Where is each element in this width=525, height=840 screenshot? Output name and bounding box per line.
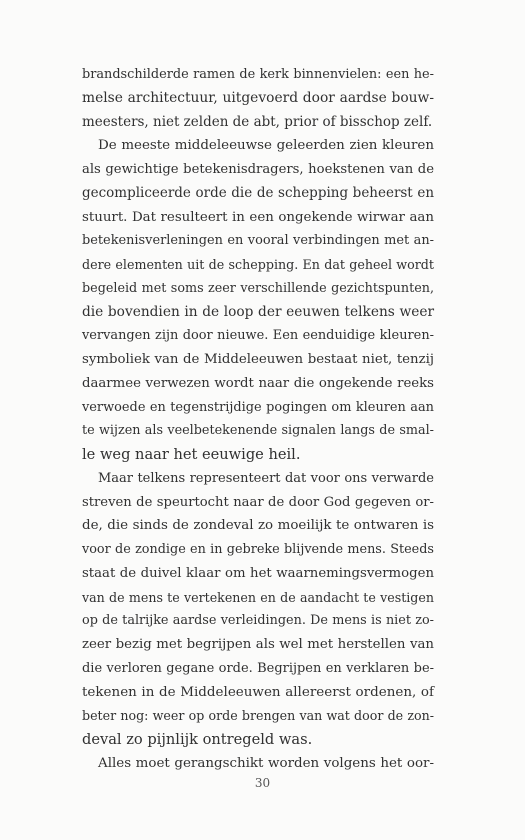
- text-line-25: zeer bezig met begrijpen als wel met herstellen van: [82, 637, 434, 652]
- text-line-4: De meeste middeleeuwse geleerden zien kleuren: [98, 138, 434, 154]
- text-line-15: verwoede en tegenstrijdige pogingen om kleuren aan: [82, 399, 434, 415]
- text-line-6: gecompliceerde orde die de schepping beheerst en: [82, 184, 434, 201]
- text-line-3: meesters, niet zelden de abt, prior of bisschop zelf.: [82, 113, 433, 130]
- text-line-26: die verloren gegane orde. Begrijpen en verklaren be-: [82, 660, 434, 676]
- text-line-12: vervangen zijn door nieuwe. Een eenduidige kleuren-: [82, 328, 434, 344]
- text-line-9: dere elementen uit de schepping. En dat geheel wordt: [82, 257, 434, 272]
- text-line-29: deval zo pijnlijk ontregeld was.: [82, 731, 313, 748]
- text-line-16: te wijzen als veelbetekenende signalen langs de smal-: [82, 423, 434, 439]
- text-line-5: als gewichtige betekenisdragers, hoekstenen van de: [82, 162, 434, 177]
- text-line-22: staat de duivel klaar om het waarnemingsvermogen: [82, 565, 434, 581]
- text-line-10: begeleid met soms zeer verschillende gezichtspunten,: [82, 280, 434, 296]
- page-number: 30: [254, 776, 271, 790]
- text-line-1: brandschilderde ramen de kerk binnenvielen: een he-: [82, 67, 434, 82]
- text-line-20: de, die sinds de zondeval zo moeilijk te ontwaren is: [82, 518, 434, 534]
- text-line-19: streven de speurtocht naar de door God gegeven or-: [82, 494, 434, 510]
- text-line-21: voor de zondige en in gebreke blijvende mens. Steeds: [82, 542, 434, 557]
- text-line-17: le weg naar het eeuwige heil.: [82, 446, 301, 463]
- text-line-11: die bovendien in de loop der eeuwen telkens weer: [82, 303, 434, 320]
- text-line-23: van de mens te vertekenen en de aandacht te vestigen: [82, 589, 434, 605]
- text-line-18: Maar telkens representeert dat voor ons verwarde: [98, 470, 434, 486]
- text-line-28: beter nog: weer op orde brengen van wat door de zon-: [82, 708, 434, 724]
- text-line-27: tekenen in de Middeleeuwen allereerst ordenen, of: [82, 683, 434, 700]
- text-line-30: Alles moet gerangschikt worden volgens het oor-: [98, 755, 434, 771]
- text-line-24: op de talrijke aardse verleidingen. De mens is niet zo-: [82, 613, 434, 629]
- body-text: [82, 63, 434, 776]
- text-line-8: betekenisverleningen en vooral verbindingen met an-: [82, 233, 434, 249]
- text-line-14: daarmee verwezen wordt naar die ongekende reeks: [82, 375, 434, 391]
- text-line-2: melse architectuur, uitgevoerd door aardse bouw-: [82, 89, 434, 106]
- text-line-13: symboliek van de Middeleeuwen bestaat niet, tenzij: [82, 352, 434, 367]
- text-line-7: stuurt. Dat resulteert in een ongekende wirwar aan: [82, 209, 434, 225]
